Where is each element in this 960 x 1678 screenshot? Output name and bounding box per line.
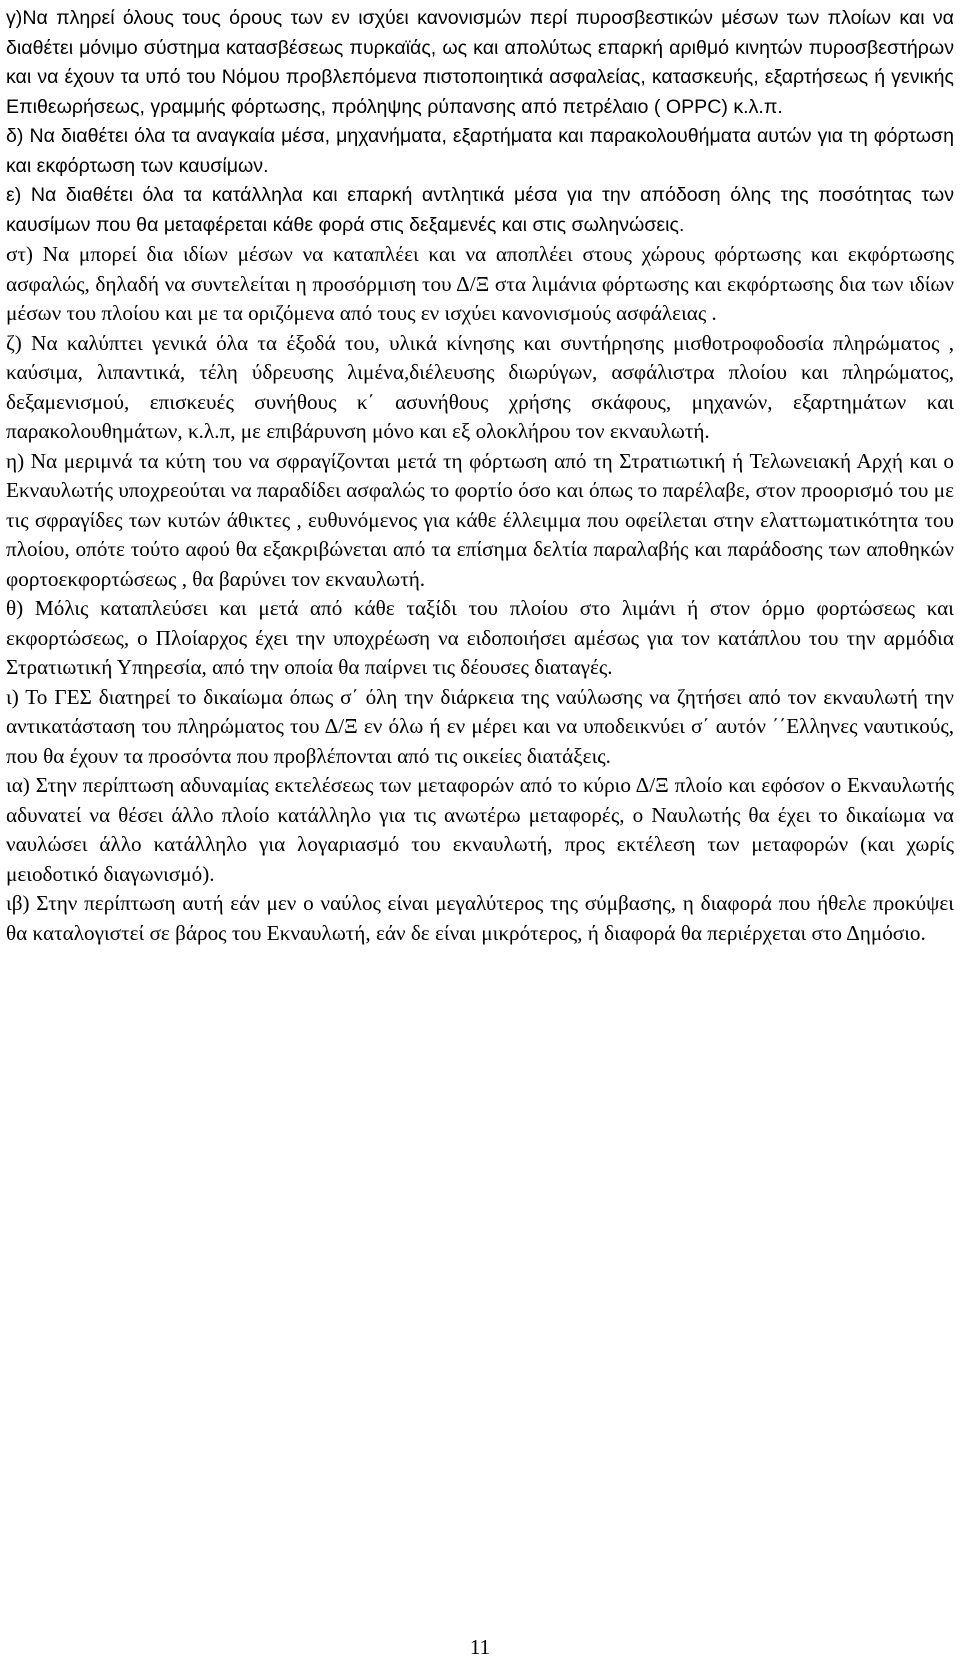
paragraph-theta: θ) Μόλις καταπλεύσει και μετά από κάθε ταξίδι του πλοίου στο λιμάνι ή στον όρμο φορτώσεως και εκφορτώσεως, ο Πλοίαρχος έχει την υποχρέωση να ειδοποιήσει αμέσως για τον κατάπλου του την αρμόδια Στρατιωτική Υπηρεσία, από την οποία θα παίρνει τις δέουσες διαταγές.: [6, 596, 954, 679]
page-number: 11: [469, 1635, 491, 1659]
paragraph-zeta: ζ) Να καλύπτει γενικά όλα τα έξοδά του, υλικά κίνησης και συντήρησης μισθοτροφοδοσία πληρώματος , καύσιμα, λιπαντικά, τέλη ύδρευσης λιμένα,διέλευσης διωρύγων, ασφάλιστρα πλοίου και πληρώματος, δεξαμενισμού, επισκευές συνήθους κ΄ ασυνήθους χρήσης σκάφους, μηχανών, εξαρτημάτων και παρακολουθημάτων, κ.λ.π, με επιβάρυνση μόνο και εξ ολοκλήρου τον εκναυλωτή.: [6, 330, 954, 443]
paragraph-iota-alpha: ια) Στην περίπτωση αδυναμίας εκτελέσεως των μεταφορών από το κύριο Δ/Ξ πλοίο και εφόσον ο Εκναυλωτής αδυνατεί να θέσει άλλο πλοίο κατάλληλο για τις ανωτέρω μεταφορές, ο Ναυλωτής θα έχει το δικαίωμα να ναυλώσει άλλο κατάλληλο για λογαριασμό του εκναυλωτή, προς εκτέλεση των μεταφορών (και χωρίς μειοδοτικό διαγωνισμό).: [6, 773, 954, 886]
document-body: [6, 4, 954, 948]
paragraph-delta: δ) Να διαθέτει όλα τα αναγκαία μέσα, μηχανήματα, εξαρτήματα και παρακολουθήματα αυτών για τη φόρτωση και εκφόρτωση των καυσίμων.: [6, 125, 954, 177]
paragraph-epsilon: ε) Να διαθέτει όλα τα κατάλληλα και επαρκή αντλητικά μέσα για την απόδοση όλης της ποσότητας των καυσίμων που θα μεταφέρεται κάθε φορά στις δεξαμενές και στις σωληνώσεις.: [6, 184, 954, 236]
paragraph-iota-beta: ιβ) Στην περίπτωση αυτή εάν μεν ο ναύλος είναι μεγαλύτερος της σύμβασης, η διαφορά που ήθελε προκύψει θα καταλογιστεί σε βάρος του Εκναυλωτή, εάν δε είναι μικρότερος, ή διαφορά θα περιέρχεται στο Δημόσιο.: [6, 891, 954, 945]
paragraph-eta: η) Να μεριμνά τα κύτη του να σφραγίζονται μετά τη φόρτωση από τη Στρατιωτική ή Τελωνειακή Αρχή και ο Εκναυλωτής υποχρεούται να παραδίδει ασφαλώς το φορτίο όσο και όπως το παρέλαβε, στον προορισμό του με τις σφραγίδες των κυτών άθικτες , ευθυνόμενος για κάθε έλλειμμα που οφείλεται στην ελαττωματικότητα του πλοίου, οπότε τούτο αφού θα εξακριβώνεται από τα επίσημα δελτία παραλαβής και παράδοσης των αποθηκών φορτοεκφορτώσεως , θα βαρύνει τον εκναυλωτή.: [6, 448, 954, 591]
paragraph-stigma: στ) Να μπορεί δια ιδίων μέσων να καταπλέει και να αποπλέει στους χώρους φόρτωσης και εκφόρτωσης ασφαλώς, δηλαδή να συντελείται η προσόρμιση του Δ/Ξ στα λιμάνια φόρτωσης και εκφόρτωσης δια των ιδίων μέσων του πλοίου και με τα οριζόμενα από τους εν ισχύει κανονισμούς ασφάλειας .: [6, 242, 954, 325]
paragraph-iota: ι) Το ΓΕΣ διατηρεί το δικαίωμα όπως σ΄ όλη την διάρκεια της ναύλωσης να ζητήσει από τον εκναυλωτή την αντικατάσταση του πληρώματος του Δ/Ξ εν όλω ή εν μέρει και να υποδεικνύει σ΄ αυτόν ΄΄Ελληνες ναυτικούς, που θα έχουν τα προσόντα που προβλέπονται από τις οικείες διατάξεις.: [6, 684, 954, 768]
paragraph-gamma: γ)Να πληρεί όλους τους όρους των εν ισχύει κανονισμών περί πυροσβεστικών μέσων των πλοίων και να διαθέτει μόνιμο σύστημα κατασβέσεως πυρκαϊάς, ως και απολύτως επαρκή αριθμό κινητών πυροσβεστήρων και να έχουν τα υπό του Νόμου προβλεπόμενα πιστοποιητικά ασφαλείας, κατασκευής, εξαρτήσεως ή γενικής Επιθεωρήσεως, γραμμής φόρτωσης, πρόληψης ρύπανσης από πετρέλαιο ( OPPC) κ.λ.π.: [6, 7, 954, 118]
